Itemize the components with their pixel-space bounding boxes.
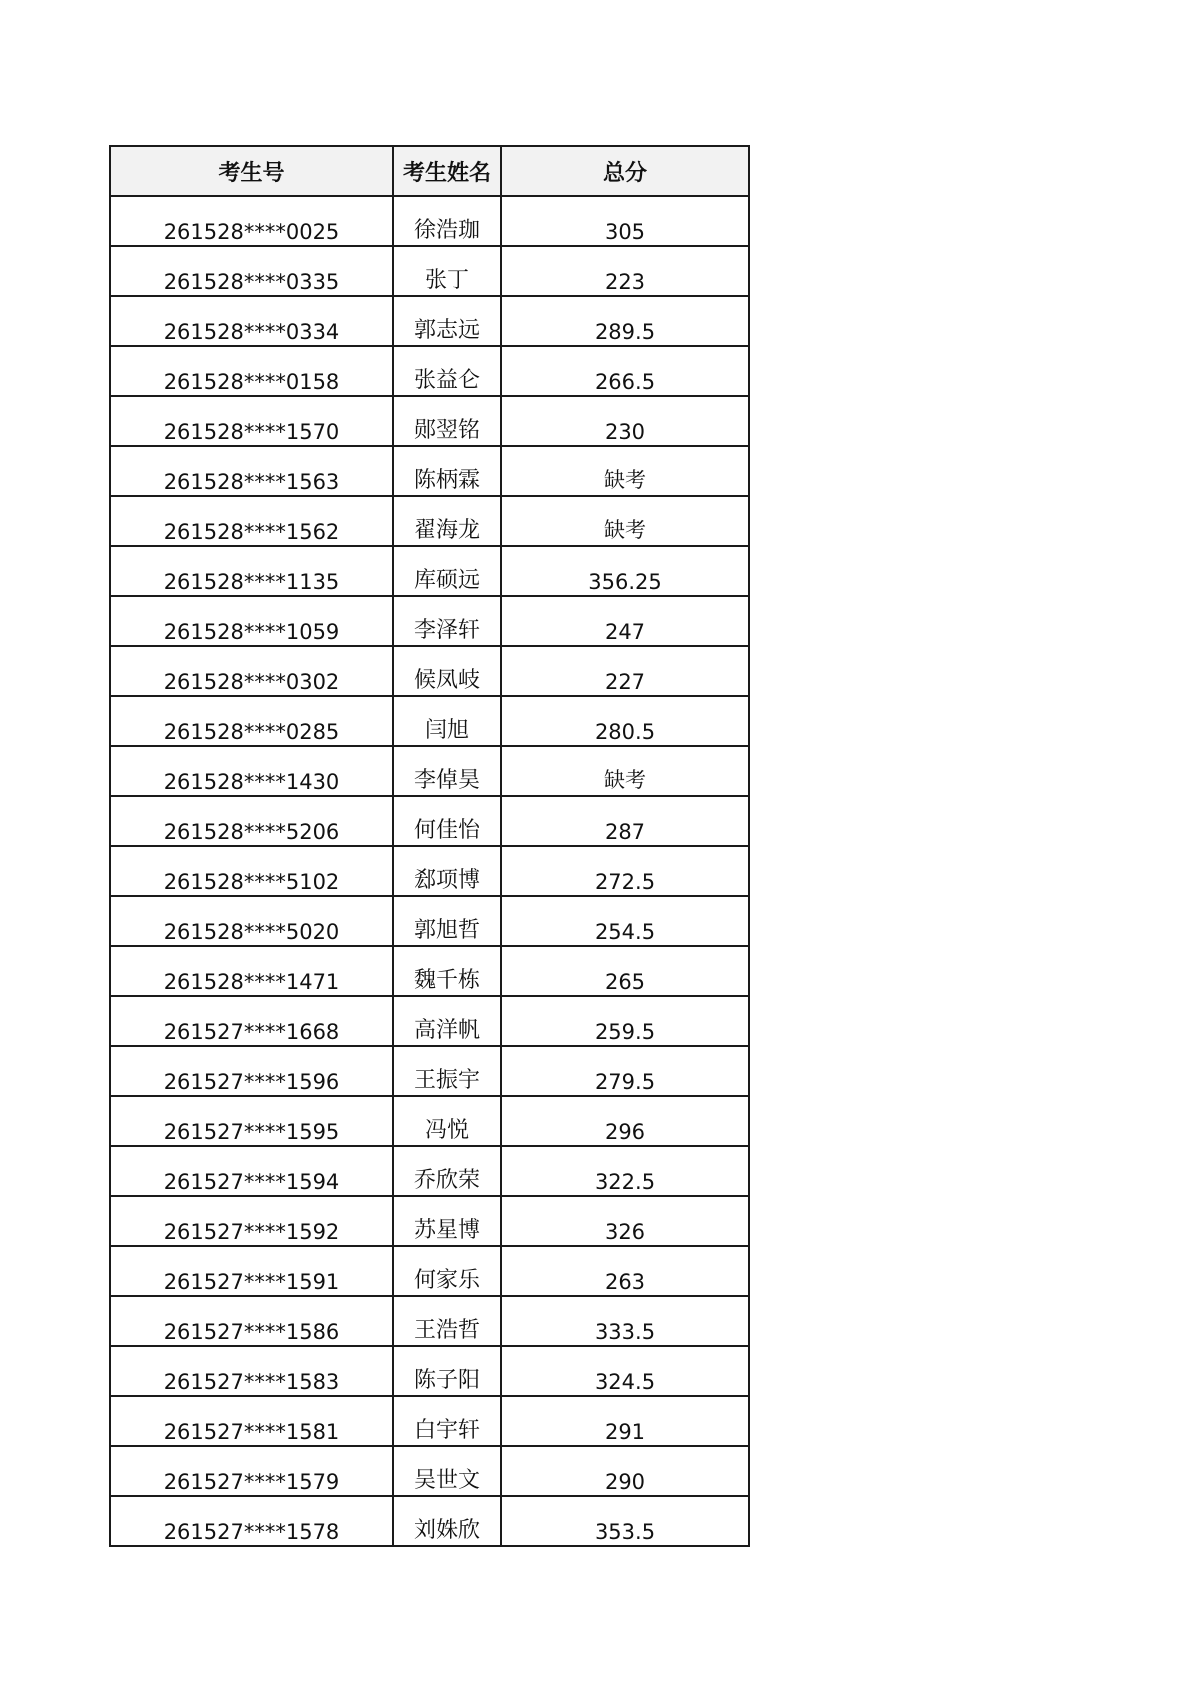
- total-score-cell: 291: [501, 1396, 749, 1446]
- total-score-cell: 254.5: [501, 896, 749, 946]
- candidate-name-cell: 闫旭: [393, 696, 501, 746]
- candidate-name-cell: 候凤岐: [393, 646, 501, 696]
- candidate-name-cell: 乔欣荣: [393, 1146, 501, 1196]
- table-row: [110, 896, 749, 946]
- total-score-cell: 356.25: [501, 546, 749, 596]
- table-row: [110, 1046, 749, 1096]
- table-row: [110, 1346, 749, 1396]
- total-score-cell: 223: [501, 246, 749, 296]
- table-row: [110, 546, 749, 596]
- table-row: [110, 846, 749, 896]
- table-row: [110, 1146, 749, 1196]
- candidate-name-cell: 郭旭哲: [393, 896, 501, 946]
- table-row: [110, 746, 749, 796]
- header-candidate-name: 考生姓名: [393, 146, 501, 196]
- table-row: [110, 296, 749, 346]
- total-score-cell: 279.5: [501, 1046, 749, 1096]
- candidate-name-cell: 翟海龙: [393, 496, 501, 546]
- total-score-cell: 305: [501, 196, 749, 246]
- candidate-id-cell: 261527****1595: [110, 1096, 393, 1146]
- table-row: [110, 1296, 749, 1346]
- candidate-name-cell: 何佳怡: [393, 796, 501, 846]
- total-score-cell: 296: [501, 1096, 749, 1146]
- candidate-name-cell: 郭志远: [393, 296, 501, 346]
- candidate-name-cell: 李泽轩: [393, 596, 501, 646]
- candidate-id-cell: 261528****5206: [110, 796, 393, 846]
- candidate-id-cell: 261528****1563: [110, 446, 393, 496]
- candidate-id-cell: 261527****1591: [110, 1246, 393, 1296]
- table-row: [110, 1096, 749, 1146]
- total-score-cell: 缺考: [501, 496, 749, 546]
- candidate-name-cell: 陈子阳: [393, 1346, 501, 1396]
- table-row: [110, 1196, 749, 1246]
- table-row: [110, 946, 749, 996]
- candidate-id-cell: 261528****1471: [110, 946, 393, 996]
- candidate-id-cell: 261527****1581: [110, 1396, 393, 1446]
- total-score-cell: 247: [501, 596, 749, 646]
- header-row: [110, 146, 749, 196]
- total-score-cell: 326: [501, 1196, 749, 1246]
- total-score-cell: 266.5: [501, 346, 749, 396]
- candidate-id-cell: 261527****1668: [110, 996, 393, 1046]
- total-score-cell: 324.5: [501, 1346, 749, 1396]
- table-row: [110, 1396, 749, 1446]
- candidate-name-cell: 何家乐: [393, 1246, 501, 1296]
- candidate-id-cell: 261528****0158: [110, 346, 393, 396]
- total-score-cell: 230: [501, 396, 749, 446]
- candidate-name-cell: 王振宇: [393, 1046, 501, 1096]
- candidate-id-cell: 261528****0335: [110, 246, 393, 296]
- table-row: [110, 246, 749, 296]
- total-score-cell: 263: [501, 1246, 749, 1296]
- header-candidate-id: 考生号: [110, 146, 393, 196]
- total-score-cell: 290: [501, 1446, 749, 1496]
- total-score-cell: 322.5: [501, 1146, 749, 1196]
- table-row: [110, 446, 749, 496]
- candidate-name-cell: 陈柄霖: [393, 446, 501, 496]
- table-row: [110, 346, 749, 396]
- candidate-id-cell: 261527****1579: [110, 1446, 393, 1496]
- candidate-id-cell: 261528****1135: [110, 546, 393, 596]
- candidate-name-cell: 张丁: [393, 246, 501, 296]
- candidate-name-cell: 王浩哲: [393, 1296, 501, 1346]
- candidate-name-cell: 库硕远: [393, 546, 501, 596]
- candidate-id-cell: 261528****1059: [110, 596, 393, 646]
- candidate-id-cell: 261528****0334: [110, 296, 393, 346]
- total-score-cell: 353.5: [501, 1496, 749, 1546]
- total-score-cell: 227: [501, 646, 749, 696]
- candidate-id-cell: 261527****1594: [110, 1146, 393, 1196]
- candidate-id-cell: 261528****0025: [110, 196, 393, 246]
- table-row: [110, 196, 749, 246]
- total-score-cell: 缺考: [501, 746, 749, 796]
- total-score-cell: 280.5: [501, 696, 749, 746]
- candidate-id-cell: 261528****1562: [110, 496, 393, 546]
- candidate-name-cell: 徐浩珈: [393, 196, 501, 246]
- candidate-id-cell: 261527****1586: [110, 1296, 393, 1346]
- candidate-name-cell: 高洋帆: [393, 996, 501, 1046]
- total-score-cell: 259.5: [501, 996, 749, 1046]
- candidate-name-cell: 白宇轩: [393, 1396, 501, 1446]
- candidate-id-cell: 261528****5102: [110, 846, 393, 896]
- total-score-cell: 287: [501, 796, 749, 846]
- candidate-name-cell: 刘姝欣: [393, 1496, 501, 1546]
- candidate-name-cell: 苏星博: [393, 1196, 501, 1246]
- total-score-cell: 289.5: [501, 296, 749, 346]
- table-row: [110, 796, 749, 846]
- table-row: [110, 1446, 749, 1496]
- header-total-score: 总分: [501, 146, 749, 196]
- candidate-name-cell: 郄项博: [393, 846, 501, 896]
- table-row: [110, 996, 749, 1046]
- candidate-id-cell: 261527****1592: [110, 1196, 393, 1246]
- table-row: [110, 646, 749, 696]
- candidate-id-cell: 261528****0302: [110, 646, 393, 696]
- table-row: [110, 396, 749, 446]
- candidate-id-cell: 261527****1596: [110, 1046, 393, 1096]
- table-row: [110, 696, 749, 746]
- candidate-name-cell: 吴世文: [393, 1446, 501, 1496]
- table-row: [110, 496, 749, 546]
- total-score-cell: 333.5: [501, 1296, 749, 1346]
- candidate-name-cell: 魏千栋: [393, 946, 501, 996]
- candidate-id-cell: 261528****5020: [110, 896, 393, 946]
- candidate-id-cell: 261527****1583: [110, 1346, 393, 1396]
- total-score-cell: 265: [501, 946, 749, 996]
- candidate-name-cell: 张益仑: [393, 346, 501, 396]
- table-row: [110, 596, 749, 646]
- candidate-name-cell: 冯悦: [393, 1096, 501, 1146]
- candidate-id-cell: 261527****1578: [110, 1496, 393, 1546]
- candidate-id-cell: 261528****1430: [110, 746, 393, 796]
- candidate-id-cell: 261528****0285: [110, 696, 393, 746]
- candidate-name-cell: 郧翌铭: [393, 396, 501, 446]
- table-row: [110, 1246, 749, 1296]
- total-score-cell: 缺考: [501, 446, 749, 496]
- total-score-cell: 272.5: [501, 846, 749, 896]
- candidate-id-cell: 261528****1570: [110, 396, 393, 446]
- candidate-name-cell: 李倬昊: [393, 746, 501, 796]
- score-table: [109, 145, 750, 1547]
- score-sheet: [109, 145, 750, 1547]
- table-row: [110, 1496, 749, 1546]
- table-header: [110, 146, 749, 196]
- table-body: [110, 196, 749, 1546]
